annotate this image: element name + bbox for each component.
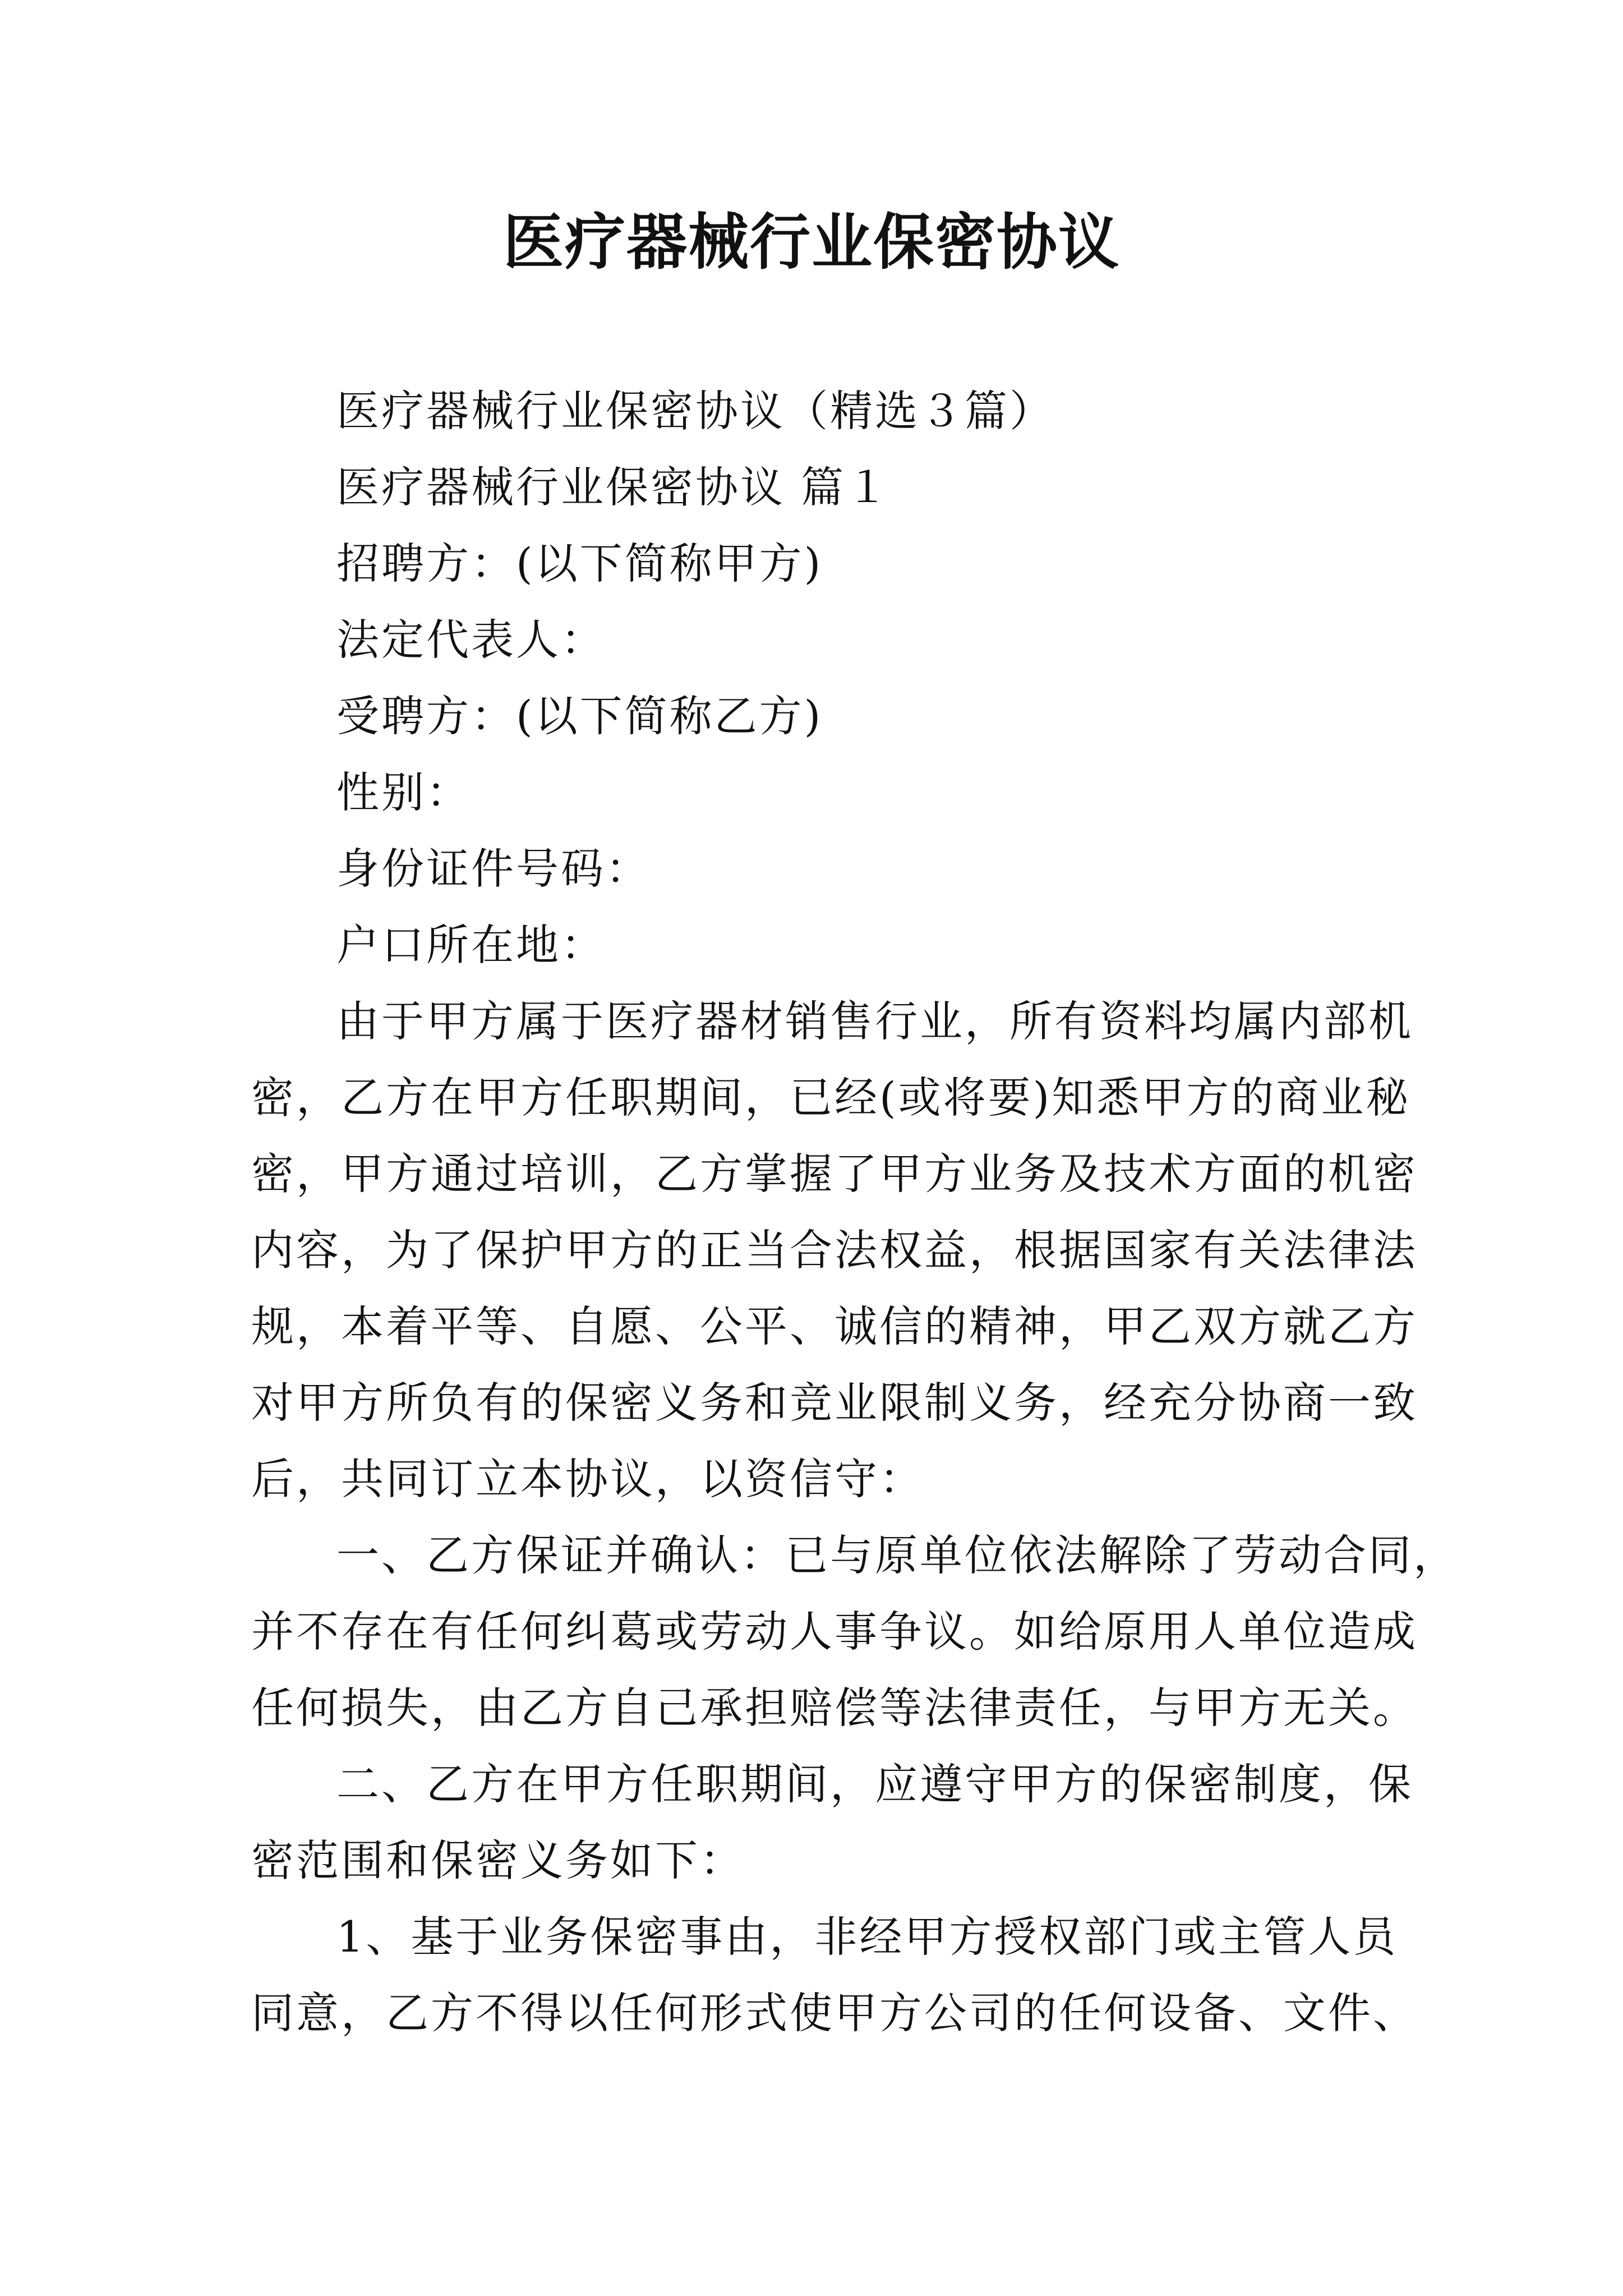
body-line: 任何损失，由乙方自己承担赔偿等法律责任，与甲方无关。 [251,1683,1418,1733]
body-line: 身份证件号码： [336,844,651,894]
body-line: 法定代表人： [336,615,606,665]
body-line: 密范围和保密义务如下： [251,1835,745,1885]
body-line: 同意，乙方不得以任何形式使甲方公司的任何设备、文件、 [251,1988,1418,2038]
body-line: 医疗器械行业保密协议（精选３篇） [336,386,1054,436]
document-body [251,373,1458,2051]
body-line: 医疗器械行业保密协议 篇１ [336,462,891,512]
body-line: 性别： [336,767,471,817]
body-line: 后，共同订立本协议，以资信守： [251,1454,924,1504]
body-line: 内容，为了保护甲方的正当合法权益，根据国家有关法律法 [251,1225,1418,1275]
body-line: 密，乙方在甲方任职期间，已经(或将要)知悉甲方的商业秘 [251,1073,1411,1122]
body-line: 规，本着平等、自愿、公平、诚信的精神，甲乙双方就乙方 [251,1301,1418,1351]
document-title: 医疗器械行业保密协议 [502,207,1120,278]
body-line: 由于甲方属于医疗器材销售行业，所有资料均属内部机 [336,996,1413,1046]
body-line: 二、乙方在甲方任职期间，应遵守甲方的保密制度，保 [336,1759,1413,1809]
body-line: 密，甲方通过培训，乙方掌握了甲方业务及技术方面的机密 [251,1149,1418,1199]
body-line: 一、乙方保证并确认：已与原单位依法解除了劳动合同， [336,1530,1458,1580]
body-line: 对甲方所负有的保密义务和竞业限制义务，经充分协商一致 [251,1378,1418,1428]
body-line: 1、基于业务保密事由，非经甲方授权部门或主管人员 [336,1912,1398,1962]
body-line: 受聘方：(以下简称乙方) [336,691,823,741]
body-line: 户口所在地： [336,920,606,970]
body-line: 招聘方：(以下简称甲方) [336,539,823,588]
body-line: 并不存在有任何纠葛或劳动人事争议。如给原用人单位造成 [251,1607,1418,1657]
